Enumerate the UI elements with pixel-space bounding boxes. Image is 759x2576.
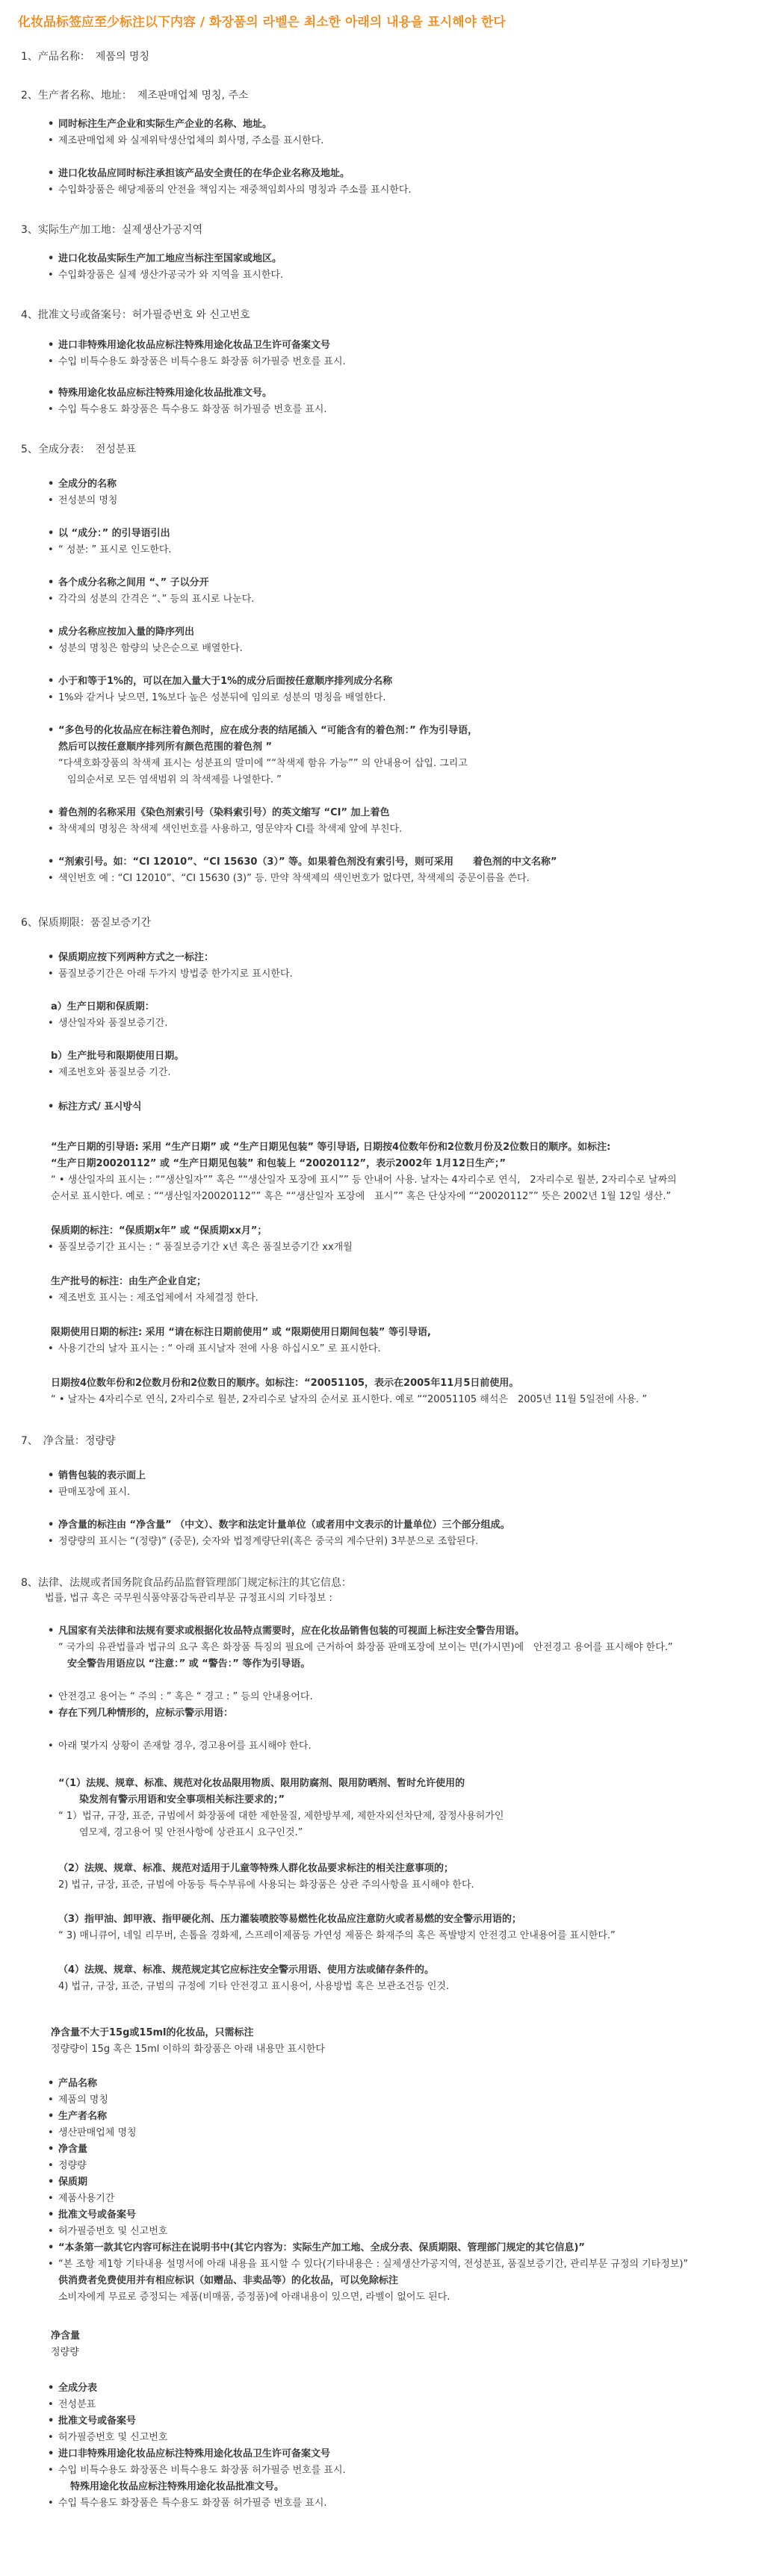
bullet-text-cont: 임의순서로 모든 염색범위 의 착색제를 나열한다. ” — [67, 774, 282, 785]
bullet-bold: • 销售包装的表示面上 — [58, 1469, 146, 1484]
bullet-bold: • 进口化妆品实际生产加工地应当标注至国家或地区。 — [58, 252, 282, 267]
list-item: • “本条第一款其它内容可标注在说明书中(其它内容为：实际生产加工地、全成分表、保质期限、管理部门规定的其它信息)” — [58, 2241, 585, 2256]
bullet-text: • 품질보증기간 표시는 : “ 품질보증기간 x년 혹은 품질보증기간 xx개월 — [58, 1241, 353, 1255]
bullet-text: • 정량량의 표시는 “(정량)” (중문), 숫자와 법정계량단위(혹은 중국의 계수단위) 3부분으로 조합된다. — [58, 1535, 478, 1549]
bullet-bold: • 保质期应按下列两种方式之一标注： — [58, 951, 214, 965]
bullet-text: • 수입 비특수용도 화장품은 비특수용도 화장품 허가필증 번호를 표시. — [58, 355, 346, 370]
paragraph-bold: “生产日期的引导语: 采用 “生产日期” 或 “生产日期见包装” 等引导语, 日期按4位数年份和2位数月份及2位数日的顺序。如标注: — [51, 1142, 611, 1153]
list-item: • 全成分表 — [58, 2382, 97, 2396]
bullet-text: • 안전경고 용어는 “ 주의 : ” 혹은 “ 경고 : ” 등의 안내용어다. — [58, 1690, 313, 1705]
paragraph-bold: 生产批号的标注：由生产企业自定； — [51, 1276, 207, 1287]
bullet-text: • 사용기간의 날자 표시는 : “ 아래 표시날자 전에 사용 하십시오” 로 표시한다. — [58, 1343, 381, 1357]
paragraph-text: “ • 날자는 4자리수로 연식, 2자리수로 월분, 2자리수로 날자의 순서로 표시한다. 예로 ““20051105 해석은 2005년 11월 5일전에 사용. ” — [51, 1394, 648, 1405]
paragraph-bold: 限期使用日期的标注: 采用 “请在标注日期前使用” 或 “限期使用日期间包装” 等引导语, — [51, 1327, 431, 1338]
bullet-text: • 각각의 성분의 간격은 “、” 등의 표시로 나눈다. — [58, 593, 254, 607]
bullet-bold-cont: 安全警告用语应以 “注意：” 或 “警告：” 等作为引导语。 — [67, 1658, 311, 1670]
list-item: • 产品名称 — [58, 2077, 97, 2091]
bullet-text: • 제조번호 표시는 : 제조업체에서 자체결정 한다. — [58, 1292, 258, 1306]
bullet-bold: • “剂索引号。如：“CI 12010”、“CI 15630（3）” 等。如果着色剂没有索引号，则可采用 着色剂的中文名称” — [58, 856, 557, 870]
bullet-text: • 색인번호 예 : “CI 12010”、“CI 15630 (3)” 등. 만약 착색제의 색인번호가 없다면, 착색제의 중문이름을 쓴다. — [58, 872, 530, 886]
section-4: 4、批准文号或备案号：허가필증번호 와 신고번호 — [21, 309, 250, 321]
list-item: • 허가필증번호 및 신고번호 — [58, 2431, 167, 2445]
bullet-bold: • 以 “成分：” 的引导语引出 — [58, 527, 170, 541]
list-item: • 生产者名称 — [58, 2110, 107, 2124]
bullet-text: • “ 성분: ” 표시로 인도한다. — [58, 544, 172, 558]
bullet-bold: • 标注方式/ 표시방식 — [58, 1101, 142, 1115]
list-item: • 정량량 — [58, 2159, 87, 2174]
list-item: • 허가필증번호 및 신고번호 — [58, 2225, 167, 2239]
paragraph-bold: 日期按4位数年份和2位数月份和2位数日的顺序。如标注：“20051105，表示在2005年11月5日前使用。 — [51, 1378, 519, 1389]
list-item: • 제품사용기간 — [58, 2192, 114, 2206]
bullet-text: • 제조판매업체 와 실제위탁생산업체의 회사명, 주소를 표시한다. — [58, 134, 323, 149]
list-item: • 수입 비특수용도 화장품은 비특수용도 화장품 허가필증 번호를 표시. — [58, 2464, 346, 2478]
bullet-text: • 아래 몇가지 상황이 존재할 경우, 경고용어를 표시해야 한다. — [58, 1740, 312, 1754]
bullet-bold: • 全成分的名称 — [58, 478, 117, 492]
list-item: 供消费者免费使用并有相应标识（如赠品、非卖品等）的化妆品，可以免除标注 — [58, 2275, 399, 2286]
paragraph-text: “ 1）법규, 규장, 표준, 규범에서 화장품에 대한 제한물질, 제한방부제, 제한자외선차단제, 잠정사용허가인 — [58, 1811, 504, 1822]
section-text: 법률, 법규 혹은 국무원식품약품감독관리부문 규정표시의 기타정보 : — [45, 1593, 332, 1604]
section-1: 1、产品名称： 제품의 명칭 — [21, 51, 149, 63]
bullet-bold: • 同时标注生产企业和实际生产企业的名称、地址。 — [58, 118, 272, 132]
bullet-bold-cont: 然后可以按任意顺序排列所有颜色范围的着色剂 ” — [58, 741, 273, 753]
section-6: 6、保质期限：품질보증기간 — [21, 917, 152, 929]
list-item: • 생산판매업체 명칭 — [58, 2127, 137, 2141]
paragraph-text: 순서로 표시한다. 예로 : ““생산일자20020112”” 혹은 ““생산일자 포장에 표시”” 혹은 단상자에 ““20020112”” 뜻은 2002년 1월 12일 생산.” — [51, 1191, 672, 1202]
paragraph-text: “ 3) 매니큐어, 네일 리무버, 손톱을 경화제, 스프레이제품등 가연성 제품은 화재주의 혹은 폭발방지 안전경고 안내용어를 표시한다.” — [58, 1930, 616, 1941]
bullet-text: • 수입 특수용도 화장품은 특수용도 화장품 허가필증 번호를 표시. — [58, 403, 327, 417]
paragraph-bold: 净含量不大于15g或15ml的化妆品，只需标注 — [51, 2027, 254, 2038]
paragraph-bold: （3）指甲油、卸甲液、指甲硬化剂、压力灌装喷胶等易燃性化妆品应注意防火或者易燃的安全警示用语的； — [58, 1914, 522, 1925]
paragraph-text: “ • 생산일자의 표시는 : ““생산일자”” 혹은 ““생산일자 포장에 표시”” 등 안내어 사용. 날자는 4자리수로 연식, 2자리수로 월분, 2자리수로 날짜의 — [51, 1175, 677, 1186]
section-3: 3、实际生产加工地：실제생산가공지역 — [21, 224, 203, 236]
list-item: • 批准文号或备案号 — [58, 2209, 136, 2223]
list-item: • 수입 특수용도 화장품은 특수용도 화장품 허가필증 번호를 표시. — [58, 2497, 327, 2511]
section-5: 5、全成分表： 전성분표 — [21, 444, 137, 455]
paragraph-bold: （2）法规、规章、标准、规范对适用于儿童等特殊人群化妆品要求标注的相关注意事项的； — [58, 1863, 454, 1874]
list-item: • 전성분표 — [58, 2398, 96, 2412]
paragraph-bold: “生产日期20020112” 或 “生产日期见包装” 和包装上 “20020112”，表示2002年 1月12日生产；” — [51, 1158, 506, 1169]
paragraph-text: 정량량 — [51, 2347, 79, 2358]
section-8: 8、法律、法规或者国务院食品药品监督管理部门规定标注的其它信息： — [21, 1577, 352, 1589]
list-item: • 제품의 명칭 — [58, 2094, 108, 2108]
bullet-text: • 제조번호와 품질보증 기간. — [58, 1066, 171, 1080]
bullet-bold: • 成分名称应按加入量的降序列出 — [58, 626, 194, 640]
list-item: • “본 조항 제1항 기타내용 설명서에 아래 내용을 표시할 수 있다(기타내용은 : 실제생산가공지역, 전성분표, 품질보증기간, 관리부문 규정의 기타정보)” — [58, 2258, 688, 2272]
bullet-bold: • 特殊用途化妆品应标注特殊用途化妆品批准文号。 — [58, 387, 272, 401]
bullet-text: • 수입화장품은 해당제품의 안전을 책임지는 재중책임회사의 명칭과 주소를 표시한다. — [58, 184, 412, 198]
bullet-text: • 1%와 같거나 낮으면, 1%보다 높은 성분뒤에 임의로 성분의 명칭을 배열한다. — [58, 691, 385, 706]
list-item: • 批准文号或备案号 — [58, 2415, 136, 2429]
bullet-bold: • 净含量的标注由 “净含量” （中文）、数字和法定计量单位（或者用中文表示的计量单位）三个部分组成。 — [58, 1519, 510, 1533]
list-item: • 净含量 — [58, 2143, 87, 2157]
paragraph-text: 염모제, 경고용어 및 안전사항에 상관표시 요구인것.” — [79, 1827, 303, 1838]
bullet-bold: • 凡国家有关法律和法规有要求或根据化妆品特点需要时，应在化妆品销售包装的可视面上标注安全警告用语。 — [58, 1625, 524, 1639]
list-item: 特殊用途化妆品应标注特殊用途化妆品批准文号。 — [70, 2481, 285, 2492]
bullet-text: • 성분의 명칭은 함량의 낮은순으로 배열한다. — [58, 642, 243, 656]
list-item: 소비자에게 무료로 증정되는 제품(비매품, 증정품)에 아래내용이 있으면, 라벨이 없어도 된다. — [58, 2292, 450, 2303]
paragraph-text: 정량량이 15g 혹은 15ml 이하의 화장품은 아래 내용만 표시한다 — [51, 2044, 325, 2055]
bullet-text: “ 국가의 유관법률과 법규의 요구 혹은 화장품 특징의 필요에 근거하여 화장품 판매포장에 보이는 면(가시면)에 안전경고 용어를 표시해야 한다.” — [58, 1642, 673, 1653]
bullet-bold: • 着色剂的名称采用《染色剂索引号（染料索引号）的英文缩写 “CI” 加上着色 — [58, 806, 390, 821]
bullet-text: • 착색제의 명칭은 착색제 색인번호를 사용하고, 영문약자 CI를 착색제 앞에 부친다. — [58, 823, 402, 837]
sub-item: a）生产日期和保质期： — [51, 1001, 155, 1012]
paragraph-bold: 净含量 — [51, 2330, 81, 2342]
paragraph-text: 4) 법규, 규장, 표준, 규범의 규정에 기타 안전경고 표시용어, 사용방법 혹은 보관조건등 인것. — [58, 1981, 450, 1992]
section-7: 7、 净含量：정량량 — [21, 1435, 116, 1447]
bullet-text: “다색호화장품의 착색제 표시는 성분표의 말미에 ““착색제 함유 가능”” 의 안내용어 삽입. 그리고 — [58, 758, 468, 769]
bullet-bold: • 存在下列几种情形的，应标示警示用语： — [58, 1707, 233, 1721]
paragraph-bold: （4）法规、规章、标准、规范规定其它应标注安全警示用语、使用方法或储存条件的。 — [58, 1964, 435, 1976]
bullet-bold: • 小于和等于1%的，可以在加入量大于1%的成分后面按任意顺序排列成分名称 — [58, 675, 392, 689]
paragraph-text: 2) 법규, 규장, 표준, 규범에 아동등 특수부류에 사용되는 화장품은 상관 주의사항을 표시해야 한다. — [58, 1879, 474, 1891]
list-item: • 进口非特殊用途化妆品应标注特殊用途化妆品卫生许可备案文号 — [58, 2448, 330, 2462]
bullet-bold: • 进口化妆品应同时标注承担该产品安全责任的在华企业名称及地址。 — [58, 167, 350, 181]
paragraph-bold: 染发剂有警示用语和安全事项相关标注要求的；” — [79, 1794, 285, 1805]
bullet-text: • 생산일자와 품질보증기간. — [58, 1017, 167, 1031]
bullet-text: • 판매포장에 표시. — [58, 1486, 130, 1500]
bullet-bold: • “多色号的化妆品应在标注着色剂时，应在成分表的结尾插入 “可能含有的着色剂：” 作为引导语， — [58, 724, 477, 738]
bullet-bold: • 各个成分名称之间用 “、” 子以分开 — [58, 576, 209, 591]
paragraph-bold: 保质期的标注：“保质期x年” 或 “保质期xx月”； — [51, 1225, 267, 1236]
section-2: 2、生产者名称、地址： 제조판매업체 명칭, 주소 — [21, 90, 249, 102]
sub-item: b）生产批号和限期使用日期。 — [51, 1051, 185, 1062]
bullet-bold: • 进口非特殊用途化妆品应标注特殊用途化妆品卫生许可备案文号 — [58, 339, 330, 353]
paragraph-bold: “（1）法规、规章、标准、规范对化妆品限用物质、限用防腐剂、限用防晒剂、暂时允许使用的 — [58, 1778, 465, 1789]
bullet-text: • 수입화장품은 실제 생산가공국가 와 지역을 표시한다. — [58, 269, 283, 283]
page-title: 化妆品标签应至少标注以下内容 / 화장품의 라벨은 최소한 아래의 내용을 표시해야 한다 — [18, 15, 506, 30]
bullet-text: • 품질보증기간은 아래 두가지 방법중 한가지로 표시한다. — [58, 968, 293, 982]
list-item: • 保质期 — [58, 2176, 87, 2190]
bullet-text: • 전성분의 명칭 — [58, 494, 117, 508]
